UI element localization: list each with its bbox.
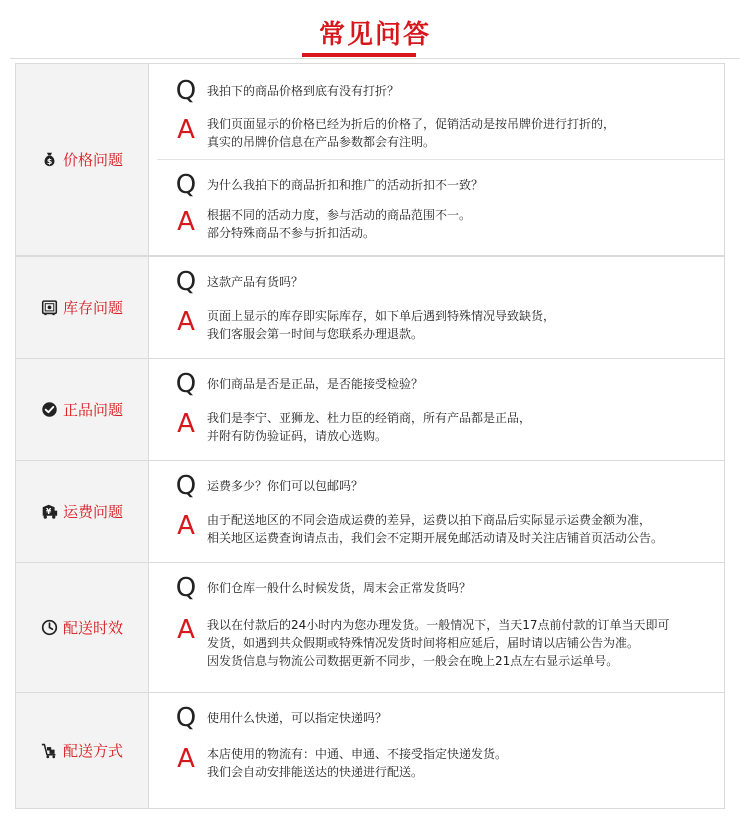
faq-section-delivery-method <box>15 692 725 809</box>
category-cell <box>16 257 149 358</box>
answer-line: 本店使用的物流有：中通、申通、不接受指定快递发货。 <box>207 747 508 761</box>
category-label: 库存问题 <box>62 299 123 317</box>
question-marker: Q <box>175 170 197 200</box>
question-text: 我拍下的商品价格到底有没有打折？ <box>207 84 400 98</box>
title-underline <box>302 53 416 57</box>
answer-line: 发货，如遇到共众假期或特殊情况发货时间将相应延后，届时请以店铺公告为准。 <box>207 636 640 650</box>
question-text: 这款产品有货吗？ <box>207 275 304 289</box>
qa-content <box>149 693 724 808</box>
safe-box-icon <box>41 299 58 316</box>
answer-line: 我以在付款后的24小时内为您办理发货。一般情况下，当天17点前付款的订单当天即可 <box>207 618 670 632</box>
question-marker: Q <box>175 471 197 501</box>
answer-line: 真实的吊牌价信息在产品参数都会有注明。 <box>207 135 436 149</box>
qa-content <box>149 563 724 692</box>
answer-line: 因发货信息与物流公司数据更新不同步，一般会在晚上21点左右显示运单号。 <box>207 654 619 668</box>
answer-line: 根据不同的活动力度，参与活动的商品范围不一。 <box>207 208 472 222</box>
faq-section-price <box>15 63 725 256</box>
answer-line: 由于配送地区的不同会造成运费的差异，运费以拍下商品后实际显示运费金额为准， <box>207 513 652 527</box>
answer-text <box>207 115 615 151</box>
qa-item <box>149 359 724 460</box>
answer-line: 我们客服会第一时间与您联系办理退款。 <box>207 327 424 341</box>
answer-marker: A <box>177 409 195 439</box>
svg-text:¥: ¥ <box>45 507 52 517</box>
svg-text:$: $ <box>46 157 53 167</box>
answer-text <box>207 409 531 445</box>
answer-text <box>207 616 670 670</box>
qa-item <box>149 64 724 159</box>
question-marker: Q <box>175 267 197 297</box>
qa-item <box>149 257 724 358</box>
qa-content <box>149 359 724 460</box>
question-marker: Q <box>175 703 197 733</box>
question-marker: Q <box>175 76 197 106</box>
answer-line: 并附有防伪验证码，请放心选购。 <box>207 429 388 443</box>
faq-section-delivery-time <box>15 562 725 693</box>
category-label: 价格问题 <box>62 151 123 169</box>
qa-item <box>149 693 724 808</box>
category-label: 配送方式 <box>62 742 123 760</box>
answer-marker: A <box>177 511 195 541</box>
question-marker: Q <box>175 369 197 399</box>
check-circle-icon <box>41 401 58 418</box>
category-cell <box>16 693 149 808</box>
category-cell <box>16 359 149 460</box>
answer-line: 我们是李宁、亚狮龙、杜力臣的经销商，所有产品都是正品， <box>207 411 532 425</box>
category-label: 运费问题 <box>62 503 123 521</box>
category-cell <box>16 563 149 692</box>
answer-marker: A <box>177 744 195 774</box>
category-cell <box>16 461 149 562</box>
qa-item <box>149 563 724 692</box>
faq-section-authenticity <box>15 358 725 461</box>
hand-cart-icon <box>41 742 58 759</box>
page-header <box>0 0 750 60</box>
answer-line: 页面上显示的库存即实际库存，如下单后遇到特殊情况导致缺货， <box>207 309 556 323</box>
answer-marker: A <box>177 307 195 337</box>
qa-item <box>149 461 724 562</box>
answer-text <box>207 745 507 781</box>
answer-line: 相关地区运费查询请点击，我们会不定期开展免邮活动请及时关注店铺首页活动公告。 <box>207 531 664 545</box>
question-text: 为什么我拍下的商品折扣和推广的活动折扣不一致？ <box>207 178 484 192</box>
header-divider <box>10 58 740 59</box>
question-text: 你们仓库一般什么时候发货，周末会正常发货吗？ <box>207 581 472 595</box>
answer-text <box>207 511 663 547</box>
category-label: 正品问题 <box>62 401 123 419</box>
faq-section-stock <box>15 256 725 359</box>
page-title: 常见问答 <box>318 20 431 50</box>
clock-icon <box>41 619 58 636</box>
question-text: 你们商品是否是正品，是否能接受检验？ <box>207 377 424 391</box>
qa-content <box>149 461 724 562</box>
answer-line: 我们会自动安排能送达的快递进行配送。 <box>207 765 424 779</box>
answer-text <box>207 307 555 343</box>
qa-content <box>149 64 724 255</box>
question-text: 使用什么快递，可以指定快递吗？ <box>207 711 388 725</box>
qa-item <box>149 160 724 256</box>
faq-section-shipping-fee <box>15 460 725 563</box>
answer-marker: A <box>177 115 195 145</box>
qa-content <box>149 257 724 358</box>
answer-line: 我们页面显示的价格已经为折后的价格了，促销活动是按吊牌价进行打折的， <box>207 117 616 131</box>
category-label: 配送时效 <box>62 619 123 637</box>
money-bag-icon <box>41 151 58 168</box>
question-text: 运费多少？你们可以包邮吗？ <box>207 479 364 493</box>
category-cell <box>16 64 149 255</box>
answer-marker: A <box>177 207 195 237</box>
answer-line: 部分特殊商品不参与折扣活动。 <box>207 226 376 240</box>
answer-text <box>207 206 471 242</box>
answer-marker: A <box>177 615 195 645</box>
delivery-truck-icon <box>41 503 58 520</box>
question-marker: Q <box>175 573 197 603</box>
